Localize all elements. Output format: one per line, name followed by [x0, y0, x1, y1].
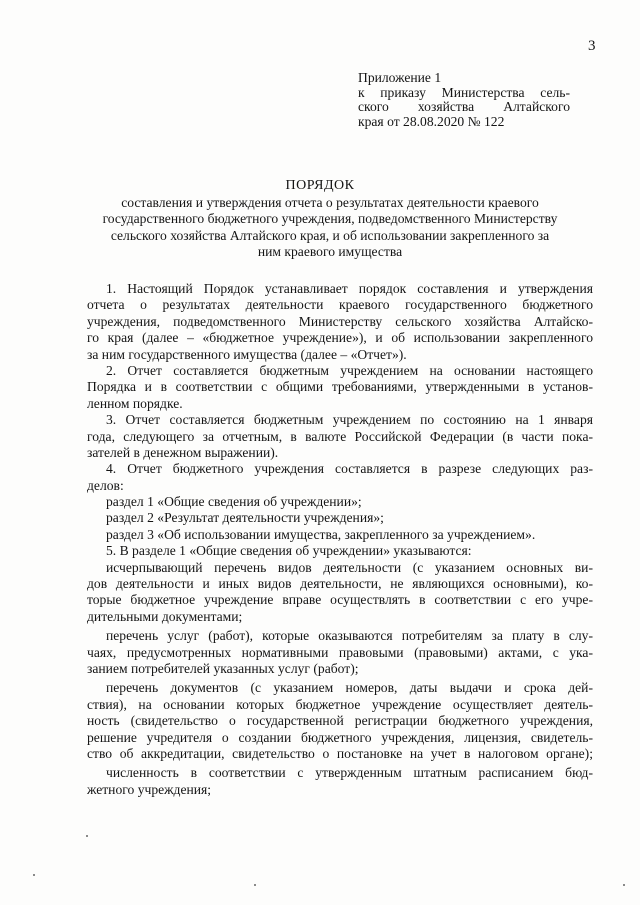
document-body [87, 281, 593, 798]
paragraph-line: ленном порядке. [87, 395, 183, 411]
document-title: ПОРЯДОК [285, 178, 355, 193]
paragraph-line: перечень документов (с указанием номеров, даты выдачи и срока дей- [106, 680, 593, 696]
appendix-line: края от 28.08.2020 № 122 [358, 113, 505, 129]
appendix-line: к приказу Министерства сель- [358, 84, 570, 100]
paragraph-line: го края (далее – «бюджетное учреждение»), и об использовании закрепленного [87, 330, 593, 346]
paragraph-line: жетного учреждения; [87, 781, 212, 797]
paragraph-line: ство об аккредитации, свидетельство о постановке на учет в налоговом органе); [87, 745, 593, 761]
page-number: 3 [588, 38, 596, 54]
paragraph-line: ность (свидетельство о государственной регистрации бюджетного учреждения, [87, 713, 593, 729]
paragraph-line: учреждения, подведомственного Министерству сельского хозяйства Алтайско- [87, 313, 593, 329]
paragraph-line: Порядка и в соответствии с общими требованиями, утвержденными в установ- [87, 379, 593, 395]
paragraph-line: за ним государственного имущества (далее – «Отчет»). [87, 346, 407, 362]
paragraph-line: делов: [87, 477, 124, 493]
subtitle-line: ним краевого имущества [257, 243, 403, 259]
paragraph-line: торые бюджетное учреждение вправе осуществлять в соответствии с его учре- [87, 592, 593, 608]
paragraph-line: 1. Настоящий Порядок устанавливает порядок составления и утверждения [106, 281, 593, 296]
paragraph-line: решение учредителя о создании бюджетного учреждения, лицензия, свидетель- [87, 729, 593, 745]
scan-speck [86, 835, 88, 837]
paragraph-line: зателей в денежном выражении). [87, 444, 279, 460]
subtitle-line: составления и утверждения отчета о результатах деятельности краевого [121, 195, 539, 210]
scan-speck [33, 874, 35, 876]
appendix-block [358, 71, 570, 129]
subtitle-line: сельского хозяйства Алтайского края, и об использовании закрепленного за [110, 227, 550, 243]
paragraph-line: раздел 1 «Общие сведения об учреждении»; [106, 494, 362, 510]
paragraph-line: ствия), на основании которых бюджетное учреждение осуществляет деятель- [87, 696, 593, 712]
paragraph-line: численность в соответствии с утвержденным штатным расписанием бюд- [106, 765, 593, 781]
paragraph-line: 4. Отчет бюджетного учреждения составляется в разрезе следующих раз- [106, 461, 593, 477]
paragraph-line: 3. Отчет составляется бюджетным учреждением по состоянию на 1 января [106, 412, 593, 428]
paragraph-line: 2. Отчет составляется бюджетным учреждением на основании настоящего [106, 362, 593, 378]
paragraph-line: чаях, предусмотренных нормативными правовыми (правовыми) актами, с ука- [87, 644, 593, 660]
scan-speck [623, 884, 625, 886]
paragraph-line: исчерпывающий перечень видов деятельности (с указанием основных ви- [106, 559, 593, 575]
paragraph-line: дов деятельности и иных видов деятельности, не являющихся основными), ко- [87, 576, 593, 592]
subtitle-line: государственного бюджетного учреждения, подведомственного Министерству [102, 211, 558, 227]
appendix-line: ского хозяйства Алтайского [358, 99, 570, 114]
paragraph-line: дительными документами; [87, 608, 243, 624]
paragraph-line: занием потребителей указанных услуг (работ); [87, 660, 359, 676]
document-subtitle [60, 195, 600, 260]
paragraph-line: перечень услуг (работ), которые оказываются потребителям за плату в слу- [106, 628, 593, 644]
appendix-line: Приложение 1 [358, 70, 442, 85]
paragraph-line: раздел 2 «Результат деятельности учреждения»; [106, 510, 384, 526]
paragraph-line: отчета о результатах деятельности краевого государственного бюджетного [87, 297, 593, 313]
scan-speck [254, 884, 256, 886]
paragraph-line: раздел 3 «Об использовании имущества, закрепленного за учреждением». [106, 526, 536, 542]
paragraph-line: года, следующего за отчетным, в валюте Российской Федерации (в части пока- [87, 428, 593, 444]
paragraph-line: 5. В разделе 1 «Общие сведения об учреждении» указываются: [106, 543, 472, 559]
